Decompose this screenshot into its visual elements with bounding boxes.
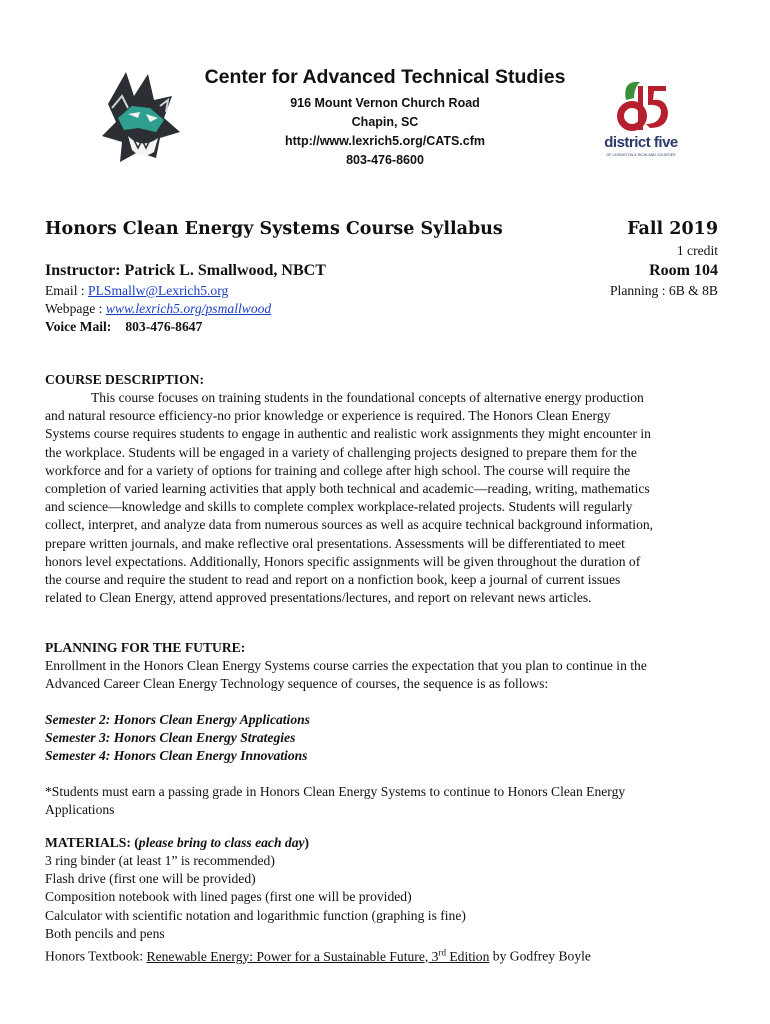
description-line: This course focuses on training students in the foundational concepts of alternative energy production	[91, 390, 644, 405]
webpage-line	[45, 300, 271, 318]
description-line: and natural resource efficiency-no prior knowledge or experience is required. The Honors Clean Energy	[45, 408, 611, 424]
planning-heading: PLANNING FOR THE FUTURE:	[45, 640, 246, 655]
planning-periods: Planning : 6B & 8B	[609, 283, 718, 298]
material-item: Both pencils and pens	[45, 925, 165, 941]
materials-heading-close: )	[304, 835, 310, 850]
email-link[interactable]: PLSmallw@Lexrich5.org	[88, 283, 229, 298]
materials-list	[45, 852, 591, 966]
room: Room 104	[649, 262, 718, 279]
wildcat-logo	[98, 66, 184, 166]
note-line: *Students must earn a passing grade in Honors Clean Energy Systems to continue to Honors Clean Energy	[45, 784, 626, 799]
semester-item: Semester 2: Honors Clean Energy Applications	[45, 712, 310, 727]
material-item: Flash drive (first one will be provided)	[45, 871, 256, 887]
planning-line: Advanced Career Clean Energy Technology sequence of courses, the sequence is as follows:	[45, 676, 549, 692]
district-five-logo	[600, 76, 682, 162]
note-line: Applications	[45, 802, 115, 818]
textbook-sup: rd	[438, 947, 446, 958]
description-line: the workplace. Students will be engaged in a variety of challenging projects designed to prepare them for the	[45, 444, 637, 460]
voicemail-number: 803-476-8647	[125, 319, 203, 334]
semester-list	[45, 711, 310, 766]
email-line	[45, 282, 228, 300]
school-phone: 803-476-8600	[346, 153, 424, 167]
course-term: Fall 2019	[627, 219, 718, 239]
description-line: prepare written journals, and make reflective oral presentations. Assessments will be differentiated to meet	[45, 535, 625, 551]
material-item: Composition notebook with lined pages (first one will be provided)	[45, 889, 412, 905]
description-line: honors level expectations. Additionally, Honors specific assignments will be given throughout the duration of	[45, 553, 641, 569]
school-url[interactable]: http://www.lexrich5.org/CATS.cfm	[284, 134, 486, 148]
voicemail-line	[45, 318, 202, 336]
semester-item: Semester 3: Honors Clean Energy Strategies	[45, 730, 296, 746]
voicemail-label: Voice Mail:	[45, 319, 112, 334]
description-line: the course and require the student to read and report on a nonfiction book, keep a journal of current issues	[45, 572, 621, 588]
textbook-label: Honors Textbook:	[45, 948, 147, 964]
textbook-title: Renewable Energy: Power for a Sustainable Future, 3rd Edition	[146, 947, 490, 964]
webpage-link[interactable]: www.lexrich5.org/psmallwood	[105, 301, 272, 316]
description-heading: COURSE DESCRIPTION:	[45, 372, 204, 387]
material-item: Calculator with scientific notation and logarithmic function (graphing is fine)	[45, 907, 466, 923]
materials-heading-note: please bring to class each day	[138, 835, 305, 850]
planning-text	[45, 657, 735, 693]
course-title: Honors Clean Energy Systems Course Syllabus	[45, 219, 503, 239]
description-line: related to Clean Energy, attend approved presentations/lectures, and report on relevant news articles.	[45, 590, 592, 606]
material-item: 3 ring binder (at least 1” is recommended)	[45, 853, 275, 868]
school-address: 916 Mount Vernon Church Road	[290, 96, 480, 110]
planning-line: Enrollment in the Honors Clean Energy Systems course carries the expectation that you plan to continue in the	[45, 658, 647, 673]
school-name: Center for Advanced Technical Studies	[204, 66, 566, 88]
instructor: Instructor: Patrick L. Smallwood, NBCT	[45, 262, 326, 279]
description-line: completion of varied learning activities that apply both technical and academic—reading, writing, mathematics	[45, 481, 650, 497]
description-text	[45, 389, 735, 607]
description-line: collect, interpret, and analyze data from numerous sources as well as acquire technical background information,	[45, 517, 654, 533]
prerequisite-note	[45, 783, 735, 819]
description-line: workforce and for a variety of options for training and college after high school. The course will require the	[45, 462, 631, 478]
description-line: and science—knowledge and skills to complete complex workplace-related projects. Students will regularly	[45, 499, 633, 515]
district-logo-text: district five	[604, 134, 678, 151]
materials-heading-label: MATERIALS: (	[45, 835, 139, 850]
materials-heading	[45, 834, 309, 852]
email-label: Email :	[45, 283, 89, 298]
textbook-line	[45, 943, 591, 966]
textbook-author: by Godfrey Boyle	[489, 948, 591, 964]
webpage-label: Webpage :	[45, 301, 106, 316]
course-credit: 1 credit	[676, 243, 718, 258]
semester-item: Semester 4: Honors Clean Energy Innovations	[45, 748, 308, 764]
school-city: Chapin, SC	[351, 115, 419, 129]
description-line: Systems course requires students to engage in authentic and realistic work assignments they might encounter in	[45, 426, 651, 442]
district-logo-subtext: OF LEXINGTON & RICHLAND COUNTIES	[606, 153, 676, 157]
